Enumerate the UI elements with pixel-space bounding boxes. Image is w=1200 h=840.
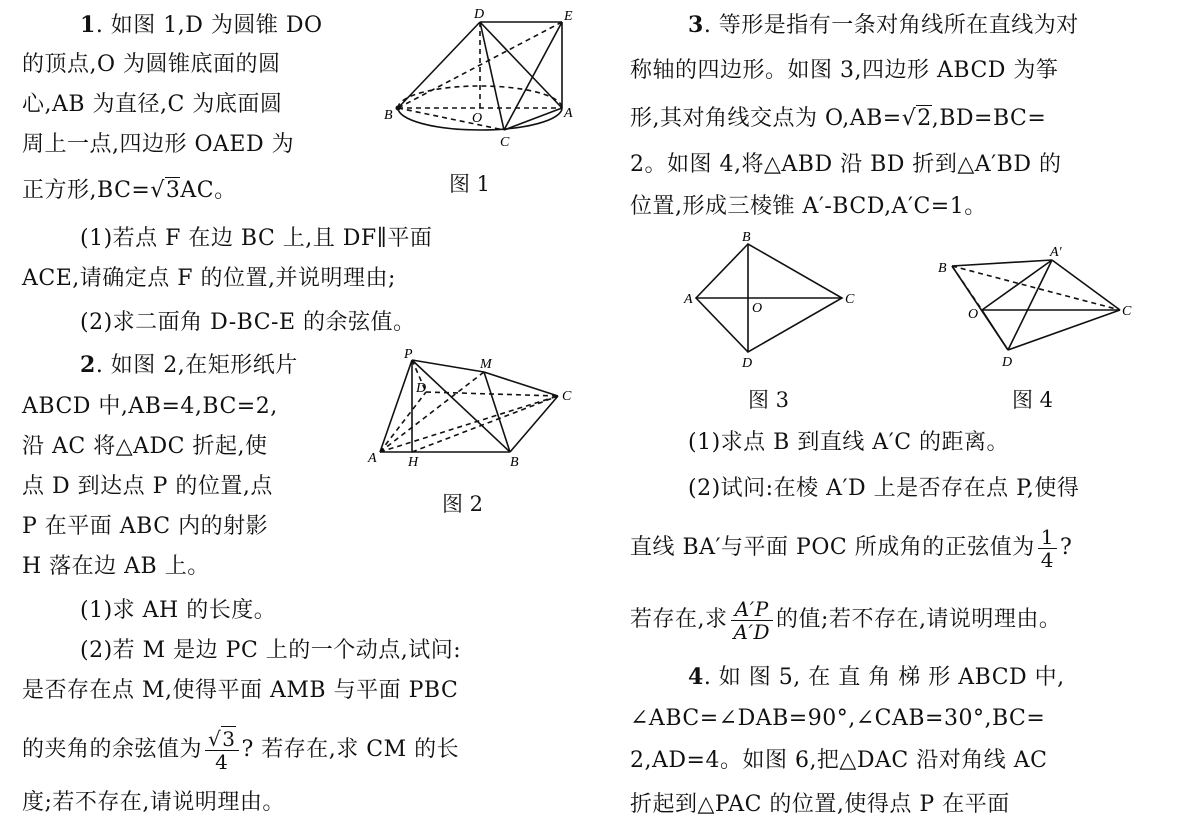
p1-line-4: 周上一点,四边形 OAED 为 xyxy=(22,132,295,157)
figure-3 xyxy=(682,232,862,372)
fig3-label: B xyxy=(742,230,751,245)
p1-line-5: 正方形,BC=√3AC。 xyxy=(22,178,237,203)
fig1-label: C xyxy=(500,135,510,150)
figure-4 xyxy=(930,245,1140,378)
fig2-label: D xyxy=(416,381,427,396)
p4-line-1: 4. 如 图 5, 在 直 角 梯 形 ABCD 中, xyxy=(688,664,1065,690)
p2-sub1: (1)求 AH 的长度。 xyxy=(80,598,277,623)
p3-sub2: (2)试问:在棱 A′D 上是否存在点 P,使得 xyxy=(688,476,1080,501)
fig2-label: M xyxy=(480,357,492,372)
figure-2 xyxy=(364,348,584,478)
fraction-sqrt3-over-4: $\frac{√3}{4}$ xyxy=(205,728,238,773)
p3-sub2b: 直线 BA′与平面 POC 所成角的正弦值为 $\frac{1}{4}$ ? xyxy=(630,524,1073,572)
p3-line-5: 位置,形成三棱锥 A′-BCD,A′C=1。 xyxy=(630,194,987,219)
p3-line-3: 形,其对角线交点为 O,AB=√2,BD=BC= xyxy=(630,106,1047,131)
fig2-label: C xyxy=(562,389,572,404)
p1-sub1: (1)若点 F 在边 BC 上,且 DF∥平面 xyxy=(80,226,433,251)
fig1-label: E xyxy=(564,9,573,24)
p4-line-4: 折起到△PAC 的位置,使得点 P 在平面 xyxy=(630,792,1010,817)
fig1-label: A xyxy=(564,106,573,121)
fig1-label: O xyxy=(472,111,483,126)
p2-line-5: P 在平面 ABC 内的射影 xyxy=(22,514,269,539)
fig1-label: B xyxy=(384,108,393,123)
fig4-label: A′ xyxy=(1050,245,1062,260)
p2-sub2: (2)若 M 是边 PC 上的一个动点,试问: xyxy=(80,638,462,663)
fig3-label: O xyxy=(752,301,763,316)
p2-sub2c: 的夹角的余弦值为 $\frac{√3}{4}$ ? 若存在,求 CM 的长 xyxy=(22,726,460,774)
p3-sub1: (1)求点 B 到直线 A′C 的距离。 xyxy=(688,430,1010,455)
fig1-label: D xyxy=(474,7,485,22)
p1-line-1: 1. 如图 1,D 为圆锥 DO xyxy=(80,12,323,38)
p4-line-3: 2,AD=4。如图 6,把△DAC 沿对角线 AC xyxy=(630,748,1048,773)
figure-3-caption: 图 3 xyxy=(748,388,790,412)
fraction-1-over-4: $\frac{1}{4}$ xyxy=(1038,526,1057,571)
fig4-label: D xyxy=(1002,355,1013,370)
p2-sub2b: 是否存在点 M,使得平面 AMB 与平面 PBC xyxy=(22,678,459,703)
p2-line-2: ABCD 中,AB=4,BC=2, xyxy=(22,394,278,419)
fraction-AP-over-AD: $\frac{A'P}{A'D}$ xyxy=(731,598,774,643)
fig2-label: A xyxy=(368,451,377,466)
p2-line-4: 点 D 到达点 P 的位置,点 xyxy=(22,474,273,499)
figure-2-caption: 图 2 xyxy=(442,492,484,516)
p1-sub1b: ACE,请确定点 F 的位置,并说明理由; xyxy=(22,266,396,291)
fig3-label: D xyxy=(742,356,753,371)
p1-sub2: (2)求二面角 D-BC-E 的余弦值。 xyxy=(80,310,416,335)
p2-line-6: H 落在边 AB 上。 xyxy=(22,554,210,579)
fig2-label: B xyxy=(510,455,519,470)
p2-line-1: 2. 如图 2,在矩形纸片 xyxy=(80,352,298,378)
fig3-label: C xyxy=(845,292,855,307)
p3-line-4: 2。如图 4,将△ABD 沿 BD 折到△A′BD 的 xyxy=(630,152,1062,177)
p3-line-1: 3. 等形是指有一条对角线所在直线为对 xyxy=(688,12,1079,38)
p2-line-3: 沿 AC 将△ADC 折起,使 xyxy=(22,434,268,459)
fig4-label: C xyxy=(1122,304,1132,319)
figure-1-caption: 图 1 xyxy=(449,172,491,196)
p3-sub2c: 若存在,求 $\frac{A'P}{A'D}$ 的值;若不存在,请说明理由。 xyxy=(630,596,1062,644)
p2-sub2d: 度;若不存在,请说明理由。 xyxy=(22,790,285,815)
p1-line-2: 的顶点,O 为圆锥底面的圆 xyxy=(22,52,281,77)
fig4-label: B xyxy=(938,261,947,276)
fig2-label: H xyxy=(408,455,419,470)
figure-1 xyxy=(380,7,580,160)
fig2-label: P xyxy=(404,347,413,362)
p4-line-2: ∠ABC=∠DAB=90°,∠CAB=30°,BC= xyxy=(630,706,1046,731)
p3-line-2: 称轴的四边形。如图 3,四边形 ABCD 为筝 xyxy=(630,58,1059,83)
p1-line-3: 心,AB 为直径,C 为底面圆 xyxy=(22,92,283,117)
fig4-label: O xyxy=(968,307,979,322)
figure-4-caption: 图 4 xyxy=(1012,388,1054,412)
fig3-label: A xyxy=(684,292,693,307)
